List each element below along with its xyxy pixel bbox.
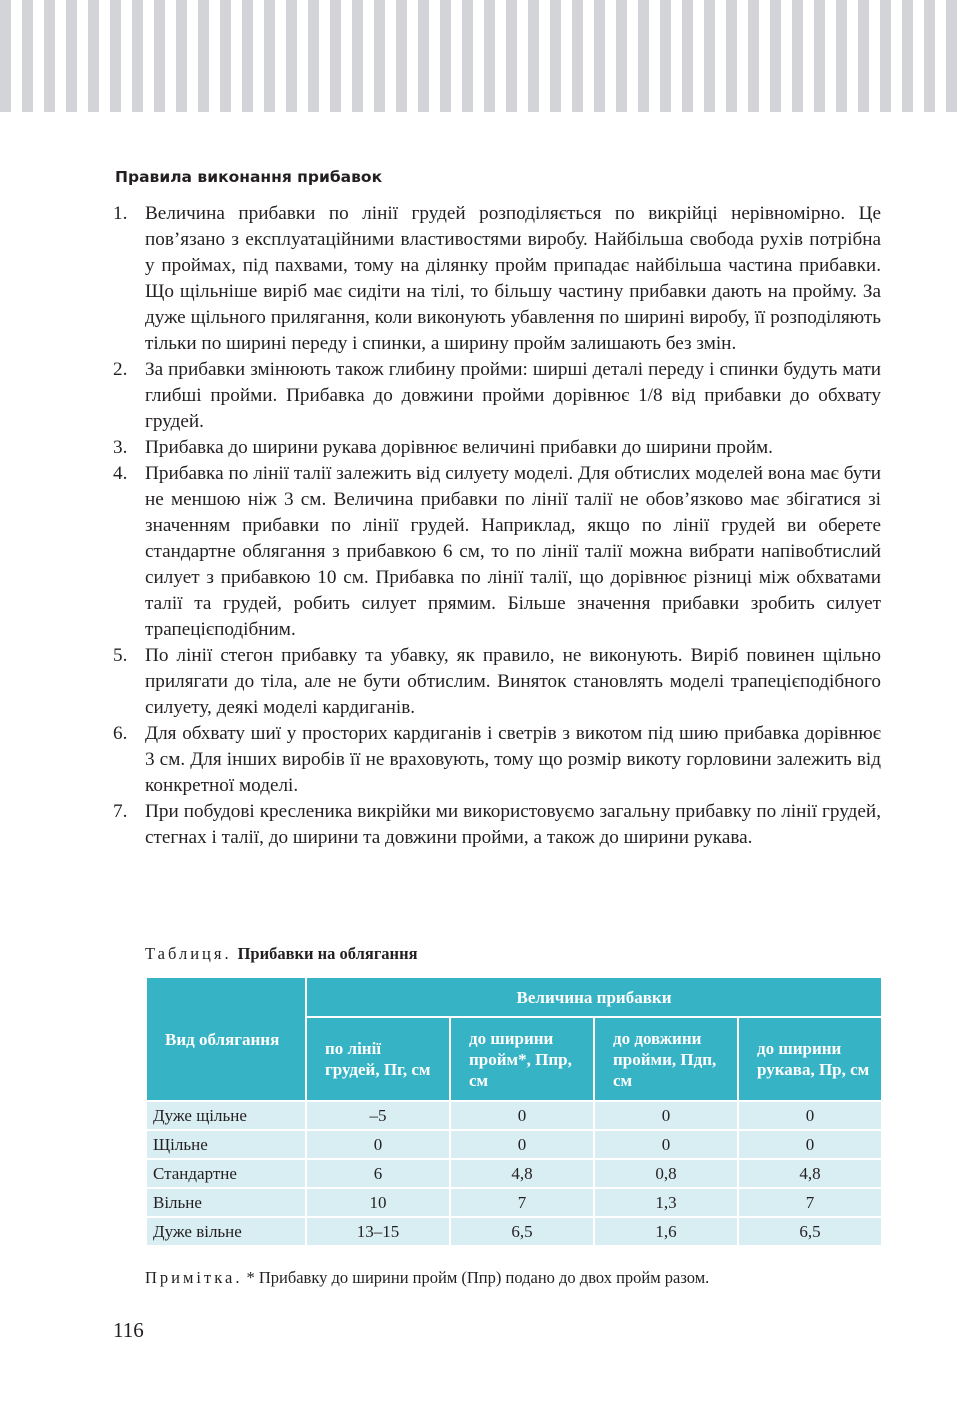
row-fit-name: Вільне bbox=[146, 1188, 306, 1217]
header-armhole-length: до довжини пройми, Пдп, см bbox=[594, 1017, 738, 1101]
table-row bbox=[146, 1101, 882, 1130]
row-fit-name: Дуже щільне bbox=[146, 1101, 306, 1130]
rule-item bbox=[113, 461, 881, 643]
rule-text: Прибавка до ширини рукава дорівнює величині прибавки до ширини пройм. bbox=[145, 437, 773, 458]
rule-number: 6. bbox=[113, 723, 128, 744]
cell-chest: 0 bbox=[306, 1130, 450, 1159]
rule-number: 1. bbox=[113, 203, 128, 224]
rule-number: 4. bbox=[113, 463, 128, 484]
rule-text: Величина прибавки по лінії грудей розподіляється по викрійці нерівномірно. Це пов’язано з експлуатаційними властивостями виробу. Найбільша свобода рухів потрібна у проймах, під пахвами, тому на ділянку пройм припадає найбільша частина прибавки. Що щільніше виріб має сидіти на тілі, то більшу частину прибавки дають на пройму. За дуже щільного прилягання, коли виконують убавлення по ширині виробу, її розподіляють тільки по ширині переду і спинки, а ширину пройм залишають без змін. bbox=[145, 203, 881, 354]
rule-item bbox=[113, 799, 881, 851]
rule-item bbox=[113, 721, 881, 799]
rule-text: Для обхвату шиї у просторих кардиганів і светрів з викотом під шию прибавка дорівнює 3 см. Для інших виробів її не враховують, тому що розмір викоту горловини залежить від конкретної моделі. bbox=[145, 723, 881, 796]
rule-text: При побудові кресленика викрійки ми використовуємо загальну прибавку по лінії грудей, стегнах і талії, до ширини та довжини пройми, а також до ширини рукава. bbox=[145, 801, 881, 848]
cell-armhole-length: 0 bbox=[594, 1101, 738, 1130]
table-caption bbox=[145, 944, 418, 964]
table-caption-label: Таблиця. bbox=[145, 944, 232, 963]
cell-armhole-length: 1,3 bbox=[594, 1188, 738, 1217]
cell-armhole-length: 1,6 bbox=[594, 1217, 738, 1246]
table-row bbox=[146, 1159, 882, 1188]
header-fit-type: Вид облягання bbox=[146, 977, 306, 1101]
rule-text: По лінії стегон прибавку та убавку, як правило, не виконують. Виріб повинен щільно прилягати до тіла, але не бути обтислим. Виняток становлять моделі трапецієподібного силуету, деякі моделі кардиганів. bbox=[145, 645, 881, 718]
header-chest-line: по лінії грудей, Пг, см bbox=[306, 1017, 450, 1101]
cell-sleeve-width: 0 bbox=[738, 1101, 882, 1130]
table-row bbox=[146, 1217, 882, 1246]
rules-list bbox=[113, 201, 881, 851]
note-text: * Прибавку до ширини пройм (Ппр) подано до двох пройм разом. bbox=[246, 1268, 710, 1287]
cell-armhole-width: 0 bbox=[450, 1130, 594, 1159]
cell-chest: 10 bbox=[306, 1188, 450, 1217]
cell-sleeve-width: 0 bbox=[738, 1130, 882, 1159]
rule-number: 3. bbox=[113, 437, 128, 458]
cell-sleeve-width: 7 bbox=[738, 1188, 882, 1217]
page-number: 116 bbox=[113, 1318, 144, 1342]
rule-number: 5. bbox=[113, 645, 128, 666]
header-armhole-width: до ширини пройм*, Ппр, см bbox=[450, 1017, 594, 1101]
rule-item bbox=[113, 201, 881, 357]
table-note bbox=[145, 1268, 709, 1288]
decorative-header-stripes bbox=[0, 0, 963, 112]
table-row bbox=[146, 1130, 882, 1159]
table-row bbox=[146, 1188, 882, 1217]
rule-text: Прибавка по лінії талії залежить від силуету моделі. Для обтислих моделей вона має бути не меншою ніж 3 см. Величина прибавки по лінії талії не обов’язково має збігатися зі значенням прибавки по лінії грудей. Наприклад, якщо по лінії грудей ви оберете стандартне облягання з прибавкою 6 см, то по лінії талії можна вибрати напівобтислий силует з прибавкою 10 см. Прибавка по лінії талії, що дорівнює різниці між обхватами талії та грудей, робить силует прямим. Більше значення прибавки зробить силует трапецієподібним. bbox=[145, 463, 881, 640]
rule-item bbox=[113, 435, 881, 461]
cell-sleeve-width: 6,5 bbox=[738, 1217, 882, 1246]
cell-armhole-width: 0 bbox=[450, 1101, 594, 1130]
cell-armhole-width: 6,5 bbox=[450, 1217, 594, 1246]
rule-text: За прибавки змінюють також глибину пройми: ширші деталі переду і спинки будуть мати глибші пройми. Прибавка до довжини пройми дорівнює 1/8 від прибавки до обхвату грудей. bbox=[145, 359, 881, 432]
header-allowance-group: Величина прибавки bbox=[306, 977, 882, 1017]
row-fit-name: Дуже вільне bbox=[146, 1217, 306, 1246]
cell-chest: 13–15 bbox=[306, 1217, 450, 1246]
row-fit-name: Щільне bbox=[146, 1130, 306, 1159]
cell-armhole-width: 4,8 bbox=[450, 1159, 594, 1188]
header-sleeve-width: до ширини рукава, Пр, см bbox=[738, 1017, 882, 1101]
rule-number: 2. bbox=[113, 359, 128, 380]
section-heading: Правила виконання прибавок bbox=[115, 168, 383, 186]
cell-armhole-length: 0 bbox=[594, 1130, 738, 1159]
rule-item bbox=[113, 357, 881, 435]
cell-armhole-length: 0,8 bbox=[594, 1159, 738, 1188]
cell-chest: –5 bbox=[306, 1101, 450, 1130]
row-fit-name: Стандартне bbox=[146, 1159, 306, 1188]
cell-sleeve-width: 4,8 bbox=[738, 1159, 882, 1188]
ease-allowance-table bbox=[145, 976, 883, 1247]
table-caption-title: Прибавки на облягання bbox=[237, 944, 418, 963]
rule-number: 7. bbox=[113, 801, 128, 822]
rule-item bbox=[113, 643, 881, 721]
cell-armhole-width: 7 bbox=[450, 1188, 594, 1217]
note-label: Примітка. bbox=[145, 1268, 243, 1287]
cell-chest: 6 bbox=[306, 1159, 450, 1188]
